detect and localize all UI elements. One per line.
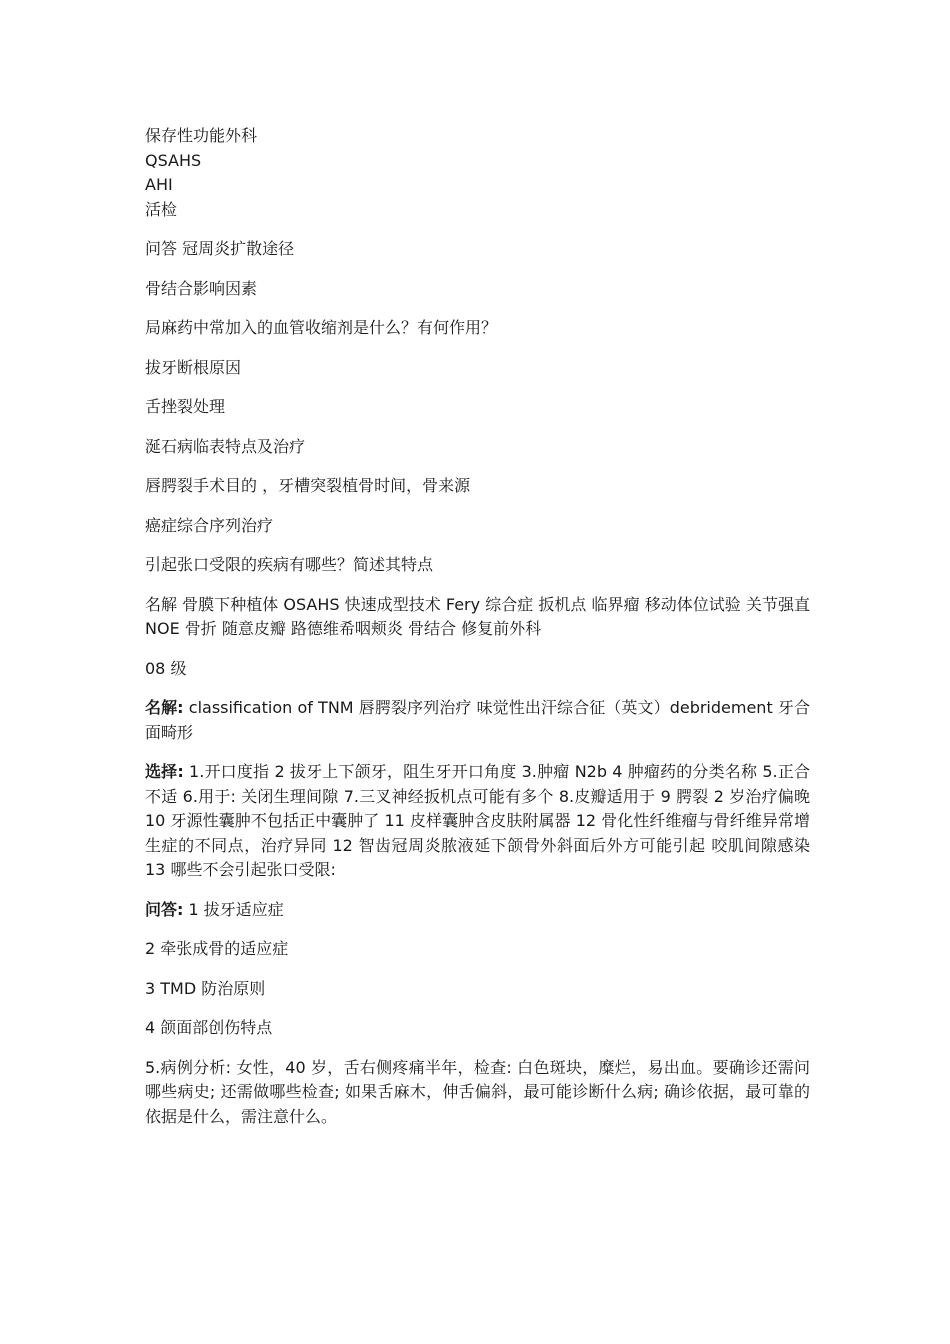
- section-text: 1.开口度指 2 拔牙上下颌牙，阻生牙开口角度 3.肿瘤 N2b 4 肿瘤药的分类名称 5.正合不适 6.用于: 关闭生理间隙 7.三叉神经扳机点可能有多个 8.皮瓣适用于 9 腭裂 2 岁治疗偏晚 10 牙源性囊肿不包括正中囊肿了 11 皮样囊肿含皮肤附属器 12 骨化性纤维瘤与骨纤维异常增生症的不同点，治疗异同 12 智齿冠周炎脓液延下颌骨外斜面后外方可能引起 咬肌间隙感染 13 哪些不会引起张口受限:: [145, 762, 810, 879]
- question-item: 问答 冠周炎扩散途径: [145, 239, 295, 258]
- question-item: 骨结合影响因素: [145, 278, 258, 298]
- section-label: 问答:: [145, 899, 184, 919]
- topic-item: 保存性功能外科: [145, 126, 258, 145]
- question-item: 舌挫裂处理: [145, 397, 226, 416]
- question-item: 癌症综合序列治疗: [145, 515, 274, 535]
- question-item: 拔牙断根原因: [145, 357, 242, 377]
- question-item: 涎石病临表特点及治疗: [145, 436, 306, 456]
- topic-item: QSAHS: [145, 150, 202, 170]
- question-item: 引起张口受限的疾病有哪些？简述其特点: [145, 555, 434, 574]
- case-analysis: 5.病例分析: 女性，40 岁，舌右侧疼痛半年，检查: 白色斑块，糜烂，易出血。要确诊还需问哪些病史; 还需做哪些检查; 如果舌麻木，伸舌偏斜，最可能诊断什么病; 确诊依据，最可靠的依据是什么，需注意什么。: [145, 1057, 810, 1126]
- section-label: 选择:: [145, 762, 184, 781]
- topic-item: 活检: [145, 199, 178, 219]
- topic-list: [145, 124, 810, 222]
- terms-section: [145, 696, 810, 745]
- section-label: 名解:: [145, 698, 184, 717]
- grade-heading: 08 级: [145, 658, 187, 678]
- qa-section: [145, 898, 810, 923]
- document-page: [145, 124, 810, 1144]
- qa-item: 3 TMD 防治原则: [145, 978, 266, 998]
- topic-item: AHI: [145, 175, 173, 194]
- question-item: 局麻药中常加入的血管收缩剂是什么？有何作用？: [145, 318, 498, 337]
- question-item: 唇腭裂手术目的 ，牙槽突裂植骨时间，骨来源: [145, 476, 471, 495]
- section-text: classification of TNM 唇腭裂序列治疗 味觉性出汗综合征（英文）debridement 牙合面畸形: [145, 698, 810, 742]
- terms-list: 名解 骨膜下种植体 OSAHS 快速成型技术 Fery 综合症 扳机点 临界瘤 移动体位试验 关节强直 NOE 骨折 随意皮瓣 路德维希咽颊炎 骨结合 修复前外科: [145, 594, 810, 638]
- choice-section: [145, 760, 810, 883]
- qa-item: 2 牵张成骨的适应症: [145, 939, 289, 958]
- qa-item: 4 颌面部创伤特点: [145, 1018, 273, 1037]
- section-text: 1 拔牙适应症: [183, 899, 284, 919]
